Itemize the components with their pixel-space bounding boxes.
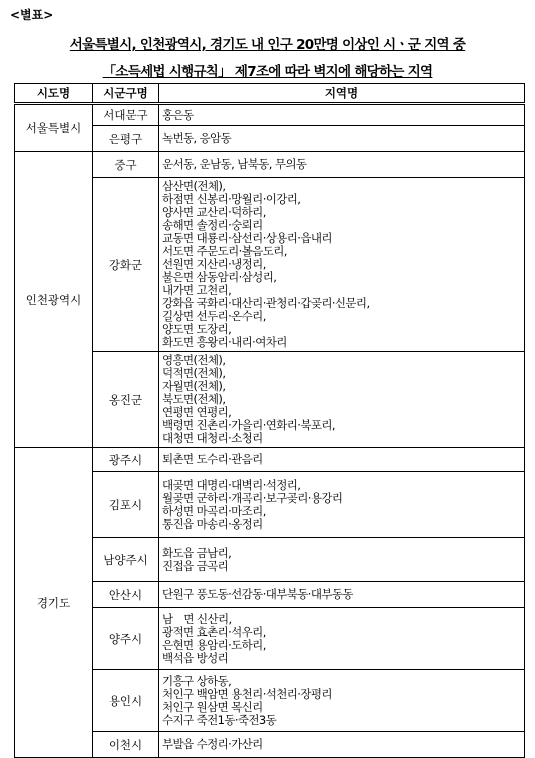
sigun-cell: 옹진군 xyxy=(93,352,159,448)
sigun-cell: 이천시 xyxy=(93,732,159,758)
area-line: 처인구 백암면 용천리·석천리·장평리 xyxy=(162,686,332,701)
area-line: 연평면 연평리, xyxy=(162,405,232,419)
area-line: 광적면 효촌리·석우리, xyxy=(162,624,266,639)
area-line: 대청면 대청리·소청리 xyxy=(162,431,263,445)
area-line: 녹번동, 응암동 xyxy=(162,131,232,145)
area-cell xyxy=(159,126,525,152)
area-line: 교동면 대룡리·삼선리·상용리·읍내리 xyxy=(162,231,332,245)
area-cell xyxy=(159,104,525,126)
area-cell xyxy=(159,448,525,472)
area-line: 내가면 고천리, xyxy=(162,283,232,297)
sido-cell: 인천광역시 xyxy=(15,152,93,448)
area-cell xyxy=(159,472,525,538)
header-sido: 시도명 xyxy=(15,84,93,104)
area-line: 덕적면(전체), xyxy=(162,366,226,380)
area-line: 운서동, 운남동, 남북동, 무의동 xyxy=(162,157,307,171)
area-line: 진접읍 금곡리 xyxy=(162,558,229,573)
sido-cell: 서울특별시 xyxy=(15,104,93,152)
area-line: 부발읍 수정리·가산리 xyxy=(162,737,263,751)
document-title-line1: 서울특별시, 인천광역시, 경기도 내 인구 20만명 이상인 시ㆍ군 지역 중 xyxy=(69,37,466,53)
sido-cell: 경기도 xyxy=(15,448,93,758)
sigun-cell: 은평구 xyxy=(93,126,159,152)
area-line: 길상면 선두리·온수리, xyxy=(162,309,266,323)
area-cell xyxy=(159,732,525,758)
area-line: 월곶면 군하리·개곡리·보구곶리·용강리 xyxy=(162,490,343,505)
area-line: 퇴촌면 도수리·관음리 xyxy=(162,452,263,466)
area-cell xyxy=(159,152,525,178)
area-line: 대곶면 대명리·대벽리·석정리, xyxy=(162,477,301,492)
area-cell xyxy=(159,582,525,608)
area-cell xyxy=(159,352,525,448)
sigun-cell: 김포시 xyxy=(93,472,159,538)
table-row xyxy=(15,104,525,126)
sigun-cell: 광주시 xyxy=(93,448,159,472)
area-cell xyxy=(159,608,525,670)
area-line: 송해면 솔정리·숭뢰리 xyxy=(162,218,263,232)
document-title-line2: 「소득세법 시행규칙」 제7조에 따라 벽지에 해당하는 지역 xyxy=(102,64,433,80)
area-line: 북도면(전체), xyxy=(162,392,226,406)
area-cell xyxy=(159,670,525,732)
area-line: 삼산면(전체), xyxy=(162,179,226,193)
sigun-cell: 안산시 xyxy=(93,582,159,608)
appendix-label: <별표> xyxy=(10,8,54,22)
sigun-cell: 용인시 xyxy=(93,670,159,732)
table-row xyxy=(15,152,525,178)
area-line: 남 면 신산리, xyxy=(162,611,232,626)
area-line: 통진읍 마송리·옹정리 xyxy=(162,516,263,531)
table-header-row xyxy=(15,84,525,104)
area-line: 단원구 풍도동·선감동·대부북동·대부동동 xyxy=(162,587,353,601)
area-line: 서도면 주문도리·볼음도리, xyxy=(162,244,287,258)
region-table xyxy=(14,83,525,758)
sigun-cell: 서대문구 xyxy=(93,104,159,126)
area-cell xyxy=(159,178,525,352)
area-line: 처인구 원삼면 목신리 xyxy=(162,699,263,714)
area-line: 은현면 용암리·도하리, xyxy=(162,637,266,652)
area-line: 백석읍 방성리 xyxy=(162,650,229,665)
area-line: 선원면 지산리·냉정리, xyxy=(162,257,266,271)
area-line: 홍은동 xyxy=(162,107,194,122)
table-row xyxy=(15,448,525,472)
sigun-cell: 강화군 xyxy=(93,178,159,352)
header-area: 지역명 xyxy=(159,84,525,104)
sigun-cell: 양주시 xyxy=(93,608,159,670)
header-sigun: 시군구명 xyxy=(93,84,159,104)
area-line: 화도읍 금남리, xyxy=(162,545,232,560)
area-line: 백령면 진촌리·가을리·연화리·북포리, xyxy=(162,418,335,432)
area-line: 불은면 삼동암리·삼성리, xyxy=(162,270,277,284)
area-line: 양사면 교산리·덕하리, xyxy=(162,205,266,219)
area-line: 하성면 마곡리·마조리, xyxy=(162,503,266,518)
area-line: 양도면 도장리, xyxy=(162,322,232,336)
sigun-cell: 중구 xyxy=(93,152,159,178)
area-line: 하점면 신봉리·망월리·이강리, xyxy=(162,192,301,206)
area-line: 화도면 흥왕리·내리·여차리 xyxy=(162,335,287,349)
area-line: 영흥면(전체), xyxy=(162,353,226,367)
area-line: 수지구 죽전1동·죽전3동 xyxy=(162,712,277,727)
area-line: 기흥구 상하동, xyxy=(162,673,232,688)
sigun-cell: 남양주시 xyxy=(93,538,159,582)
area-line: 자월면(전체), xyxy=(162,379,226,393)
area-line: 강화읍 국화리·대산리·관청리·갑곶리·신문리, xyxy=(162,296,370,310)
area-cell xyxy=(159,538,525,582)
